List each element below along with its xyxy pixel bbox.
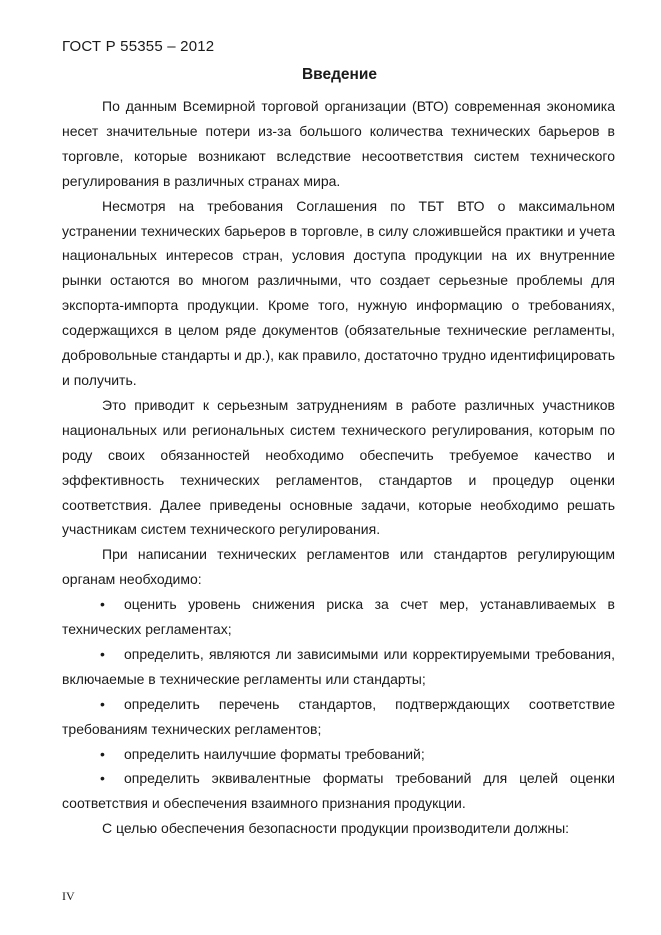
list-item-text: определить перечень стандартов, подтверждающих соответствие требованиям технических регламентов; bbox=[62, 695, 615, 737]
bullet-icon: • bbox=[100, 770, 105, 787]
paragraph: При написании технических регламентов или стандартов регулирующим органам необходимо: bbox=[62, 546, 615, 588]
list-item-text: оценить уровень снижения риска за счет мер, устанавливаемых в технических регламентах; bbox=[62, 596, 615, 638]
list-item bbox=[62, 742, 615, 767]
paragraph: Несмотря на требования Соглашения по ТБТ ВТО о максимальном устранении технических барьеров в торговле, в силу сложившейся практики и учета национальных интересов стран, условия доступа продукции на их внутренние рынки остаются во многом различными, что создает серьезные проблемы для экспорта-импорта продукции. Кроме того, нужную информацию о требованиях, содержащихся в целом ряде документов (обязательные технические регламенты, добровольные стандарты и др.), как правило, достаточно трудно идентифицировать и получить. bbox=[62, 197, 615, 388]
bullet-icon: • bbox=[100, 596, 105, 613]
list-item bbox=[62, 592, 615, 642]
list-item-text: определить эквивалентные форматы требований для целей оценки соответствия и обеспечения взаимного признания продукции. bbox=[62, 770, 615, 812]
bullet-icon: • bbox=[100, 695, 105, 712]
bullet-icon: • bbox=[100, 645, 105, 662]
paragraph: По данным Всемирной торговой организации (ВТО) современная экономика несет значительные потери из-за большого количества технических барьеров в торговле, которые возникают вследствие несоответствия систем технического регулирования в различных странах мира. bbox=[62, 98, 615, 189]
list-item bbox=[62, 692, 615, 742]
document-designation: ГОСТ Р 55355 – 2012 bbox=[62, 38, 215, 55]
list-item-text: определить, являются ли зависимыми или корректируемыми требования, включаемые в технические регламенты или стандарты; bbox=[62, 645, 615, 687]
list-item-text: определить наилучшие форматы требований; bbox=[124, 745, 425, 762]
bullet-icon: • bbox=[100, 745, 105, 762]
document-body bbox=[62, 94, 615, 841]
paragraph: С целью обеспечения безопасности продукции производители должны: bbox=[102, 820, 570, 837]
page-number: IV bbox=[62, 889, 75, 903]
paragraph: Это приводит к серьезным затруднениям в работе различных участников национальных или региональных систем технического регулирования, которым по роду своих обязанностей необходимо обеспечить требуемое качество и эффективность технических регламентов, стандартов и процедур оценки соответствия. Далее приведены основные задачи, которые необходимо решать участникам систем технического регулирования. bbox=[62, 396, 615, 538]
list-item bbox=[62, 642, 615, 692]
list-item bbox=[62, 766, 615, 816]
section-title: Введение bbox=[301, 66, 378, 83]
